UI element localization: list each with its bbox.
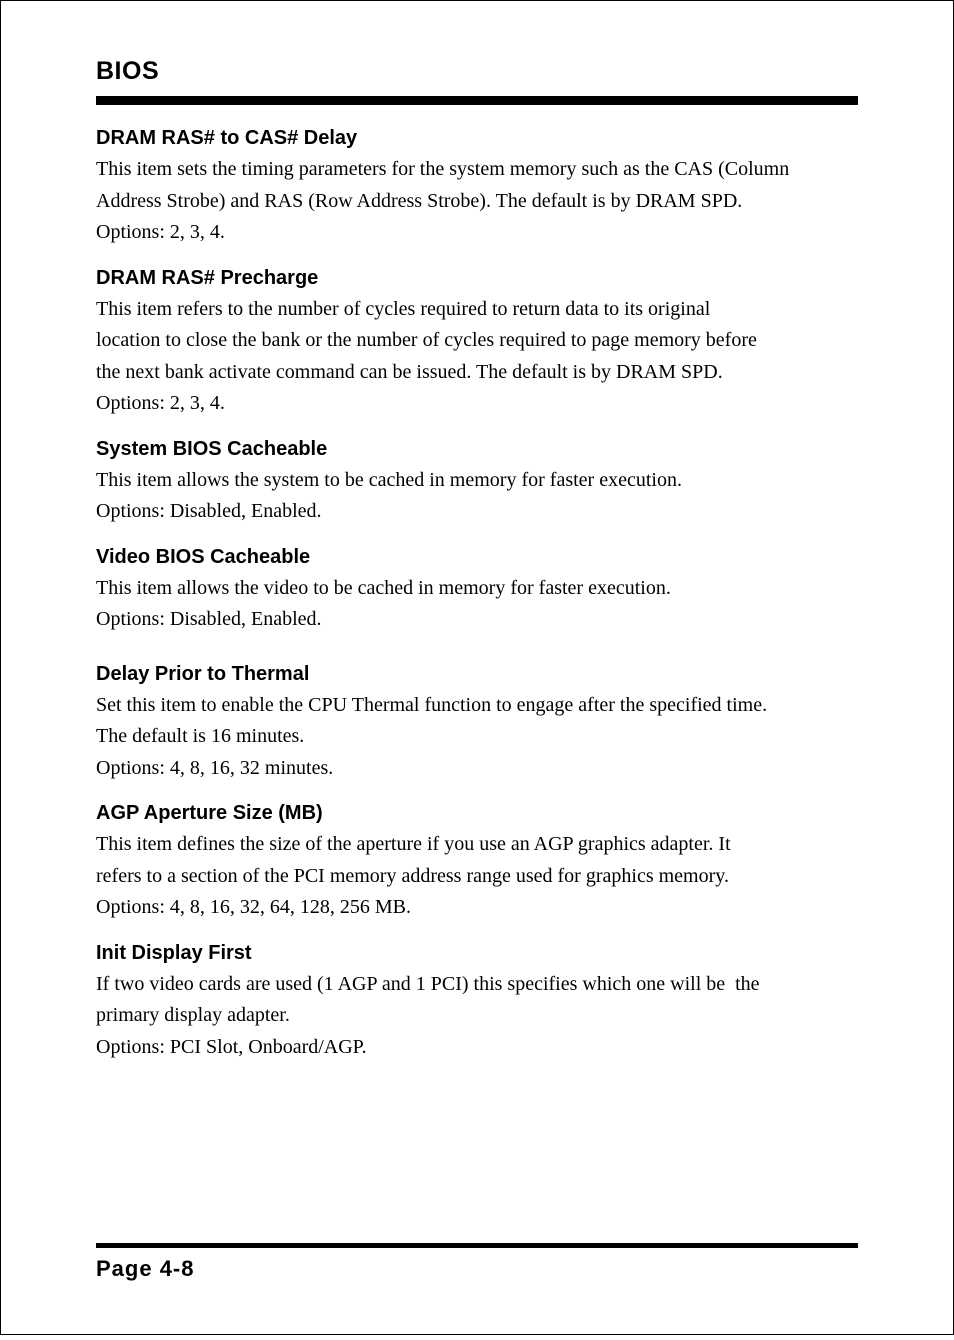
body-line: location to close the bank or the number of cycles required to page memory before [96, 329, 757, 351]
section-body [96, 829, 864, 924]
section-heading: Video BIOS Cacheable [96, 545, 311, 568]
section-agp-aperture-size [96, 797, 864, 924]
page-header-title: BIOS [96, 57, 160, 85]
options-line: Options: PCI Slot, Onboard/AGP. [96, 1035, 367, 1058]
section-body [96, 294, 864, 420]
header-divider [96, 96, 858, 105]
body-line: This item allows the system to be cached in memory for faster execution. [96, 468, 682, 491]
body-line: This item refers to the number of cycles required to return data to its original [96, 297, 711, 320]
section-dram-ras-precharge [96, 262, 864, 420]
section-init-display-first [96, 937, 864, 1064]
section-body [96, 465, 864, 528]
section-system-bios-cacheable [96, 433, 864, 528]
body-line: The default is 16 minutes. [96, 725, 305, 747]
section-body [96, 154, 864, 249]
options-line: Options: 2, 3, 4. [96, 221, 225, 243]
section-body [96, 969, 864, 1064]
options-line: Options: 4, 8, 16, 32, 64, 128, 256 MB. [96, 896, 412, 918]
section-heading: AGP Aperture Size (MB) [96, 802, 323, 824]
section-heading: DRAM RAS# to CAS# Delay [96, 127, 358, 149]
section-body [96, 690, 864, 785]
options-line: Options: Disabled, Enabled. [96, 608, 322, 630]
section-heading: DRAM RAS# Precharge [96, 266, 319, 289]
options-line: Options: 2, 3, 4. [96, 392, 225, 414]
body-line: Address Strobe) and RAS (Row Address Strobe). The default is by DRAM SPD. [96, 189, 743, 212]
body-line: the next bank activate command can be issued. The default is by DRAM SPD. [96, 360, 723, 383]
page-number: Page 4-8 [96, 1256, 195, 1281]
body-line: primary display adapter. [96, 1004, 290, 1026]
section-video-bios-cacheable [96, 541, 864, 636]
section-heading: System BIOS Cacheable [96, 437, 328, 460]
body-line: This item sets the timing parameters for the system memory such as the CAS (Column [96, 158, 790, 180]
footer-divider [96, 1243, 858, 1248]
section-dram-ras-to-cas-delay [96, 122, 864, 249]
section-body [96, 573, 864, 636]
section-delay-prior-to-thermal [96, 658, 864, 785]
options-line: Options: Disabled, Enabled. [96, 500, 322, 522]
body-line: This item defines the size of the aperture if you use an AGP graphics adapter. It [96, 833, 731, 855]
body-line: This item allows the video to be cached in memory for faster execution. [96, 576, 671, 599]
section-heading: Init Display First [96, 941, 252, 964]
body-line: Set this item to enable the CPU Thermal function to engage after the specified time. [96, 693, 768, 716]
body-line: If two video cards are used (1 AGP and 1 PCI) this specifies which one will be the [96, 972, 760, 995]
options-line: Options: 4, 8, 16, 32 minutes. [96, 756, 334, 779]
page-content [96, 122, 864, 1063]
body-line: refers to a section of the PCI memory address range used for graphics memory. [96, 864, 729, 887]
section-heading: Delay Prior to Thermal [96, 662, 310, 685]
